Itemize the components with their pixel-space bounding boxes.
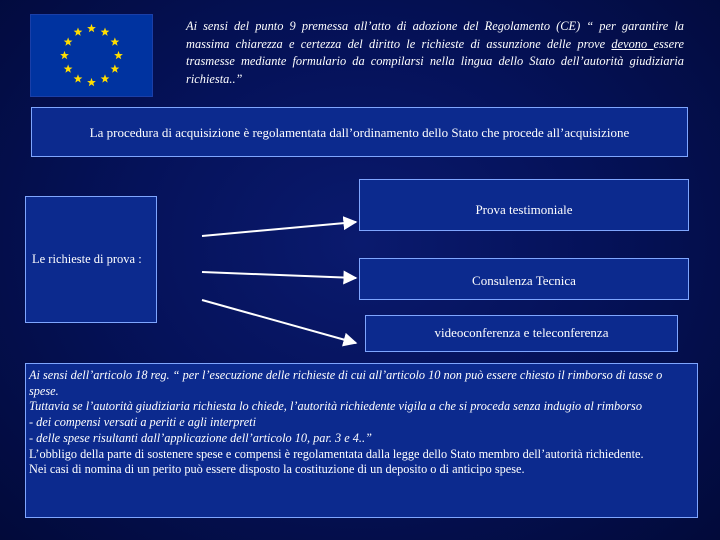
intro-text-part2: essere trasmesse mediante formulario da compilarsi nella lingua dello Stato dell’autorità giudiziaria richiesta..” [186, 36, 684, 86]
flag-star [87, 24, 96, 32]
option-video-box [365, 315, 678, 352]
flag-star [87, 78, 96, 86]
flag-star [60, 51, 69, 59]
requests-label: Le richieste di prova : [32, 252, 142, 266]
flag-star [64, 64, 73, 72]
reimbursement-line-3: - dei compensi versati a periti e agli interpreti [29, 415, 256, 430]
flag-star [74, 28, 83, 36]
reimbursement-line-1: Ai sensi dell’articolo 18 reg. “ per l’esecuzione delle richieste di cui all’articolo 10 non può essere chiesto il rimborso di tasse o spese. [29, 368, 663, 398]
eu-flag-icon [30, 14, 153, 97]
eu-flag-graphic [31, 15, 152, 96]
option-technical-label: Consulenza Tecnica [472, 273, 576, 288]
flag-star [64, 37, 73, 45]
option-testimonial-box [359, 179, 689, 231]
option-video-label: videoconferenza e teleconferenza [434, 325, 609, 340]
intro-paragraph [186, 18, 684, 88]
reimbursement-line-2: Tuttavia se l’autorità giudiziaria richiesta lo chiede, l’autorità richiedente vigila a che si proceda senza indugio al rimborso [29, 399, 642, 414]
flag-star [101, 28, 110, 36]
option-technical-box [359, 258, 689, 300]
intro-text-part1: Ai sensi del punto 9 premessa all’atto di adozione del Regolamento (CE) “ per garantire la massima chiarezza e certezza del diritto le richieste di assunzione delle prove [186, 19, 684, 51]
flag-star [111, 37, 120, 45]
flag-star [111, 64, 120, 72]
reimbursement-box [25, 363, 698, 518]
procedure-box [31, 107, 688, 157]
intro-text-underlined: devono [611, 36, 654, 51]
reimbursement-line-6: Nei casi di nomina di un perito può essere disposto la costituzione di un deposito o di anticipo spese. [29, 462, 525, 477]
arrow-to-video [202, 300, 356, 343]
procedure-text: La procedura di acquisizione è regolamentata dall’ordinamento dello Stato che procede all’acquisizione [89, 125, 630, 140]
option-testimonial-label: Prova testimoniale [475, 202, 573, 217]
flag-star [101, 74, 110, 82]
reimbursement-line-5: L’obbligo della parte di sostenere spese e compensi è regolamentata dalla legge dello Stato membro dell’autorità richiedente. [29, 446, 644, 461]
reimbursement-line-4: - delle spese risultanti dall’applicazione dell’articolo 10, par. 3 e 4..” [29, 430, 372, 445]
flag-star [114, 51, 123, 59]
arrow-to-technical [202, 272, 356, 278]
flag-star [74, 74, 83, 82]
arrow-to-testimonial [202, 222, 356, 236]
